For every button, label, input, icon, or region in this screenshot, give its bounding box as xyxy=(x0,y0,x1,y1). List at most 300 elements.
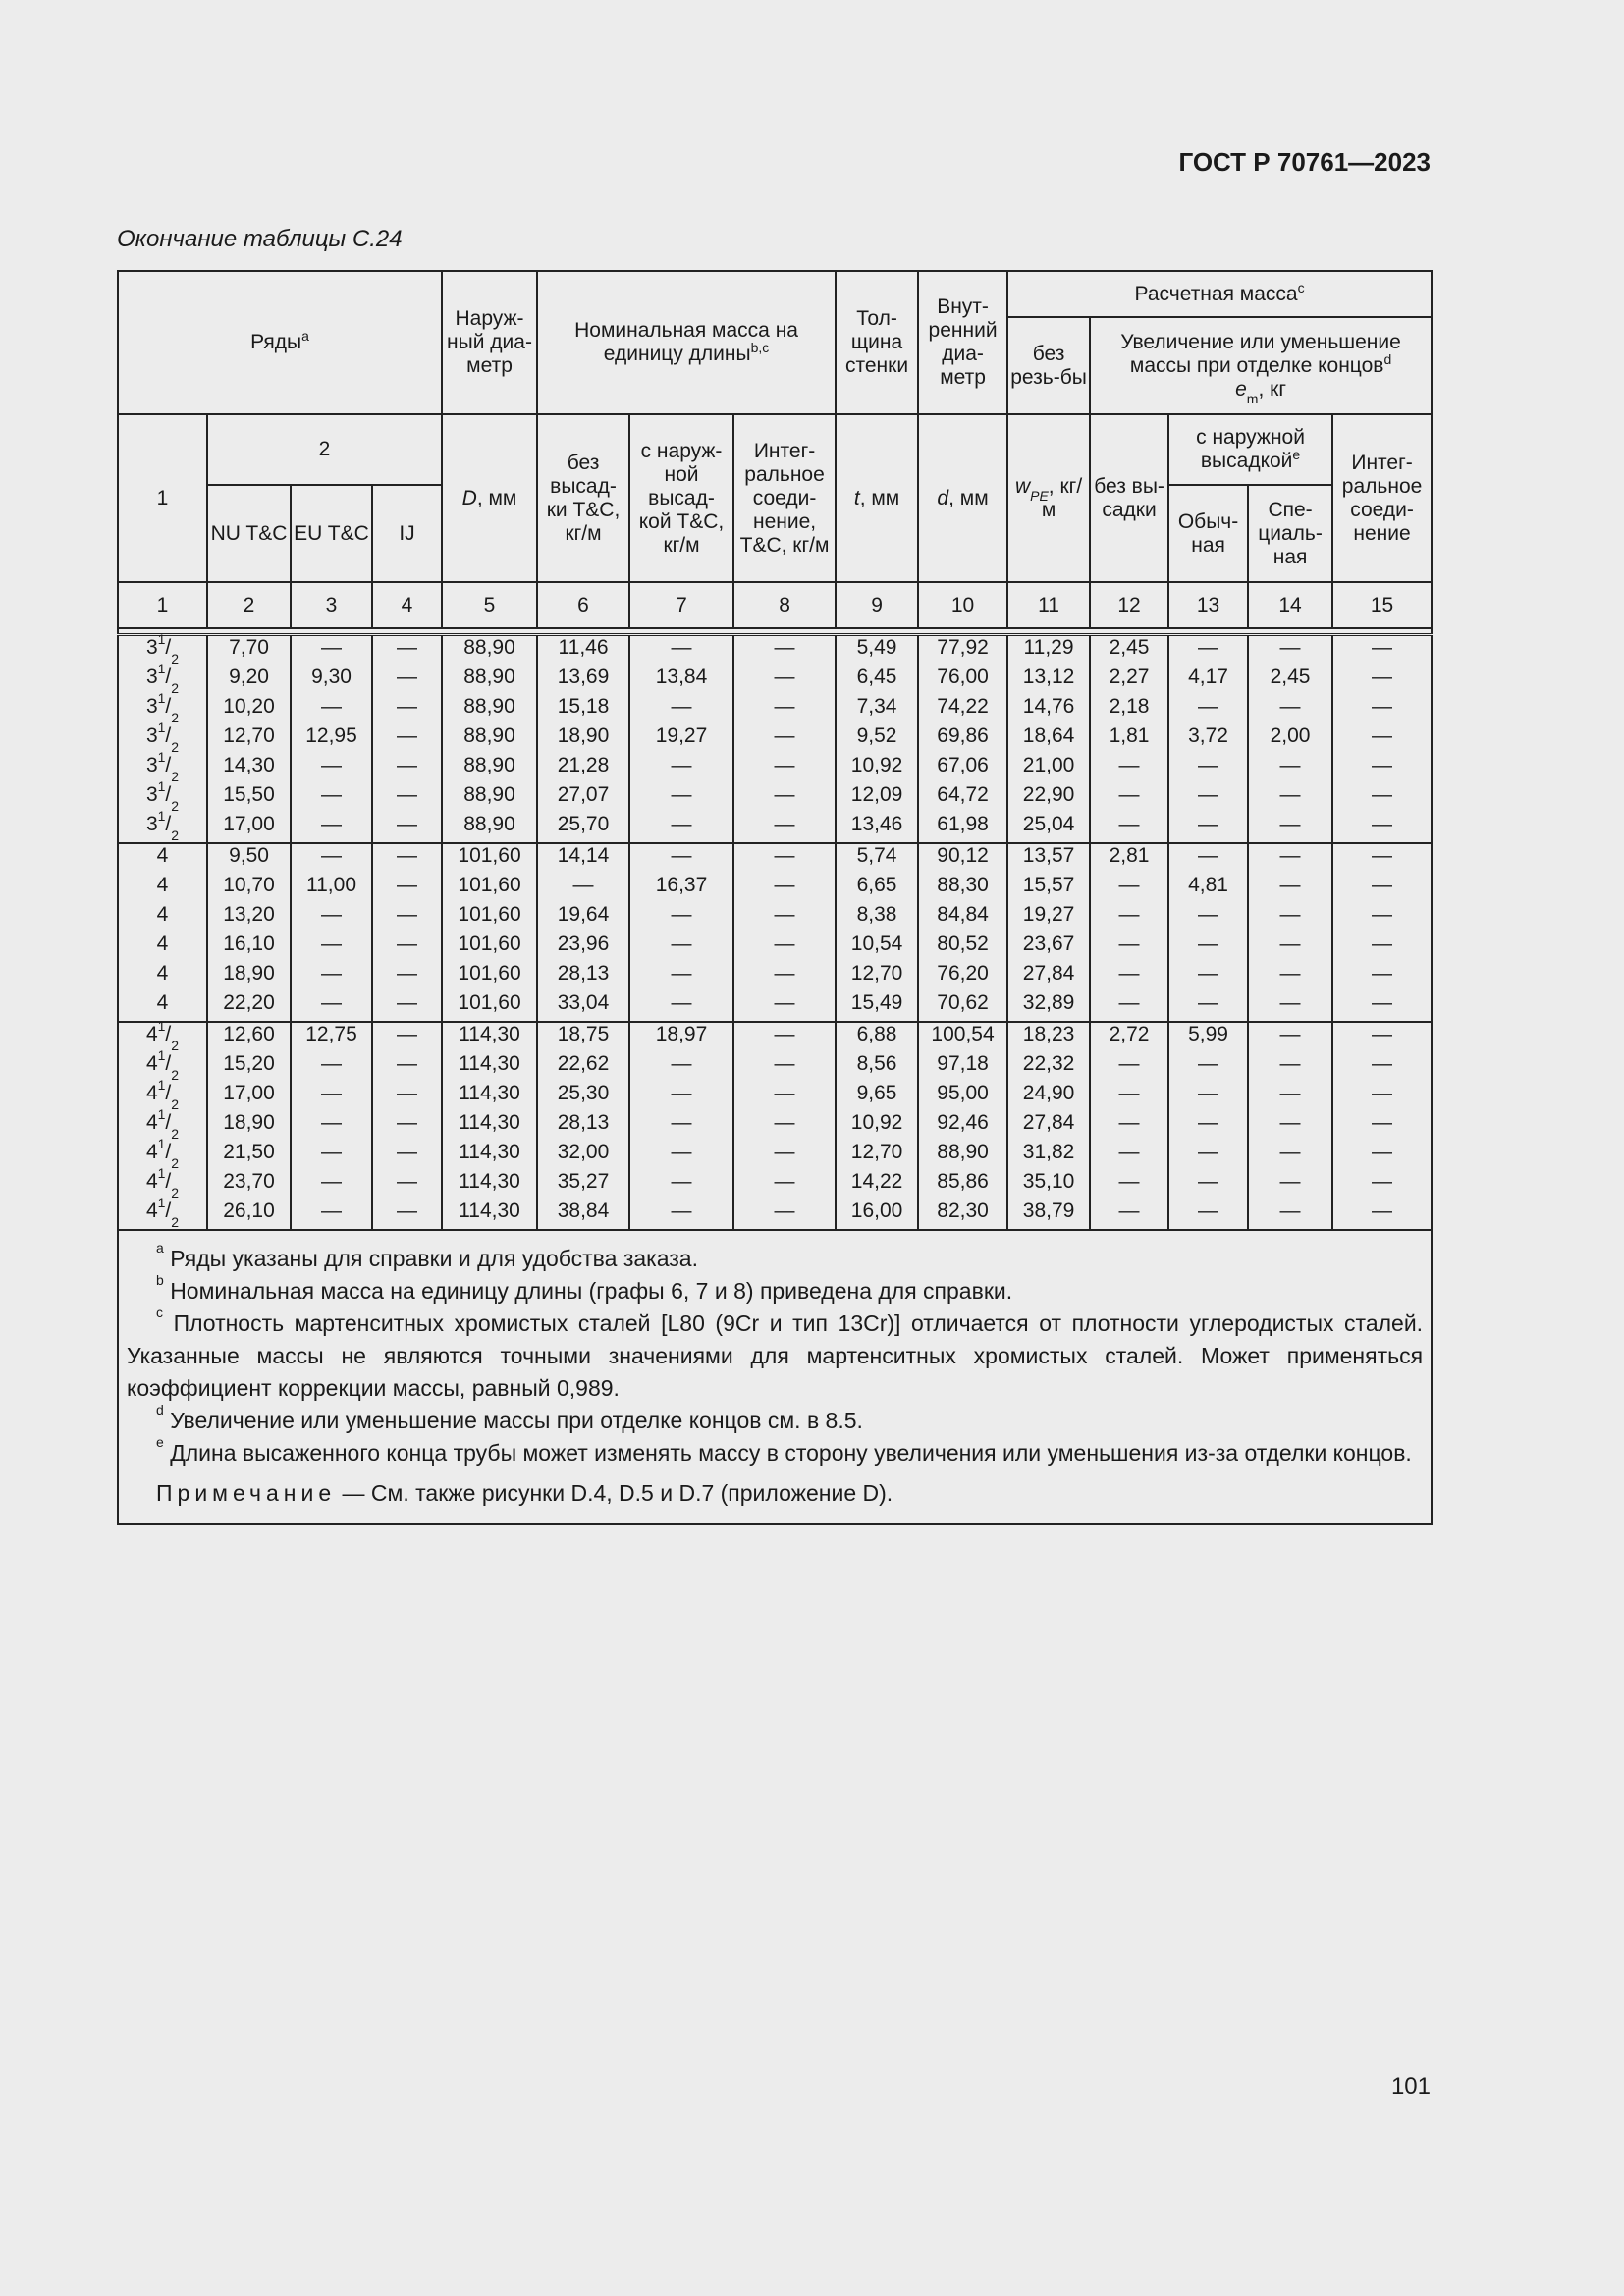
cell-value: 28,13 xyxy=(557,1111,610,1134)
header-plain-end: без резь-бы xyxy=(1007,317,1090,414)
cell-value: — xyxy=(671,1082,692,1104)
cell-value: — xyxy=(1118,1141,1140,1163)
table-cell-column-13 xyxy=(1168,843,1248,1022)
cell-value: 6,65 xyxy=(856,874,897,896)
cell-value: 80,52 xyxy=(937,933,989,955)
cell-value: 64,72 xyxy=(937,783,989,806)
header-calculated-mass: Расчетная масса$^c$ xyxy=(1007,271,1432,317)
cell-value: — xyxy=(1279,933,1301,955)
cell-value: — xyxy=(1118,933,1140,955)
size-value: $4^1/_2$ xyxy=(145,1018,180,1053)
table-cell-column-4 xyxy=(372,843,442,1022)
cell-value: — xyxy=(1118,1200,1140,1222)
size-value: 4 xyxy=(156,903,169,926)
column-number: 1 xyxy=(118,582,207,628)
table-caption: Окончание таблицы С.24 xyxy=(117,226,403,252)
cell-value: — xyxy=(1118,813,1140,835)
cell-value: 6,45 xyxy=(856,666,897,688)
cell-value: — xyxy=(321,933,342,955)
cell-value: — xyxy=(1198,903,1219,926)
cell-value: — xyxy=(1372,666,1393,688)
cell-value: 28,13 xyxy=(557,962,610,985)
cell-value: — xyxy=(774,962,795,985)
cell-value: — xyxy=(774,754,795,776)
cell-value: — xyxy=(1279,991,1301,1014)
cell-value: 3,72 xyxy=(1188,724,1228,747)
cell-value: — xyxy=(397,695,417,718)
cell-value: — xyxy=(774,695,795,718)
cell-value: 21,00 xyxy=(1022,754,1075,776)
cell-value: — xyxy=(397,783,417,806)
cell-value: — xyxy=(1198,933,1219,955)
size-value: $4^1/_2$ xyxy=(145,1136,180,1171)
cell-value: — xyxy=(397,1052,417,1075)
cell-value: 10,92 xyxy=(850,1111,903,1134)
cell-value: 88,90 xyxy=(463,754,515,776)
cell-value: — xyxy=(774,1082,795,1104)
table-cell-column-4 xyxy=(372,1022,442,1230)
size-value: $3^1/_2$ xyxy=(145,778,180,814)
cell-value: 10,20 xyxy=(223,695,275,718)
header-wall-thickness: Тол-щина стенки xyxy=(836,271,918,414)
cell-value: 85,86 xyxy=(937,1170,989,1193)
cell-value: 14,76 xyxy=(1022,695,1075,718)
cell-value: 16,00 xyxy=(850,1200,903,1222)
cell-value: — xyxy=(397,1082,417,1104)
cell-value: 100,54 xyxy=(931,1023,995,1045)
cell-value: — xyxy=(397,874,417,896)
cell-value: 18,90 xyxy=(223,1111,275,1134)
table-cell-column-3 xyxy=(291,843,372,1022)
cell-value: 15,18 xyxy=(557,695,610,718)
table-cell-column-10 xyxy=(918,843,1007,1022)
cell-value: — xyxy=(572,874,594,896)
cell-value: — xyxy=(1372,695,1393,718)
cell-value: — xyxy=(1372,1111,1393,1134)
cell-value: — xyxy=(1198,1200,1219,1222)
table-cell-column-2 xyxy=(207,843,291,1022)
header-external-upset: с наруж-ной высад-кой T&C, кг/м xyxy=(629,414,733,582)
cell-value: 24,90 xyxy=(1022,1082,1075,1104)
cell-value: — xyxy=(1372,724,1393,747)
cell-value: — xyxy=(1372,636,1393,659)
cell-value: 101,60 xyxy=(458,933,521,955)
cell-value: 38,84 xyxy=(557,1200,610,1222)
cell-value: 5,49 xyxy=(856,636,897,659)
column-number: 9 xyxy=(836,582,918,628)
table-cell-column-2 xyxy=(207,635,291,844)
cell-value: — xyxy=(321,1200,342,1222)
cell-value: 101,60 xyxy=(458,874,521,896)
cell-value: 88,90 xyxy=(937,1141,989,1163)
cell-value: — xyxy=(1198,1052,1219,1075)
cell-value: — xyxy=(1372,844,1393,867)
cell-value: 18,64 xyxy=(1022,724,1075,747)
cell-value: — xyxy=(1372,962,1393,985)
cell-value: — xyxy=(321,991,342,1014)
header-no-upset-2: без вы-садки xyxy=(1090,414,1168,582)
cell-value: — xyxy=(1279,636,1301,659)
table-cell-column-9 xyxy=(836,1022,918,1230)
size-value: 4 xyxy=(156,874,169,896)
cell-value: 12,09 xyxy=(850,783,903,806)
column-number: 14 xyxy=(1248,582,1332,628)
cell-value: 25,30 xyxy=(557,1082,610,1104)
cell-value: — xyxy=(1118,991,1140,1014)
cell-value: 88,90 xyxy=(463,636,515,659)
column-number-row xyxy=(118,582,1432,628)
cell-value: 27,07 xyxy=(557,783,610,806)
size-value: $3^1/_2$ xyxy=(145,631,180,667)
cell-value: — xyxy=(1198,1082,1219,1104)
cell-value: 16,37 xyxy=(655,874,708,896)
size-value: 4 xyxy=(156,844,169,867)
cell-value: — xyxy=(321,636,342,659)
cell-value: — xyxy=(774,933,795,955)
cell-value: — xyxy=(1279,903,1301,926)
cell-value: 13,84 xyxy=(655,666,708,688)
table-cell-column-7 xyxy=(629,843,733,1022)
cell-value: 95,00 xyxy=(937,1082,989,1104)
cell-value: — xyxy=(1198,783,1219,806)
header-col-1: 1 xyxy=(118,414,207,582)
cell-value: 4,17 xyxy=(1188,666,1228,688)
cell-value: — xyxy=(671,1111,692,1134)
footnote-d: $^d$ Увеличение или уменьшение массы при отделке концов см. в 8.5. xyxy=(156,1402,863,1433)
cell-value: 2,18 xyxy=(1109,695,1150,718)
size-value: $4^1/_2$ xyxy=(145,1106,180,1142)
cell-value: — xyxy=(397,933,417,955)
cell-value: 67,06 xyxy=(937,754,989,776)
table-cell-column-12 xyxy=(1090,635,1168,844)
cell-value: — xyxy=(1279,1200,1301,1222)
header-integral-joint-2: Интег-ральное соеди-нение xyxy=(1332,414,1432,582)
header-outer-diameter: Наруж-ный диа-метр xyxy=(442,271,537,414)
size-designation xyxy=(118,631,207,844)
cell-value: — xyxy=(774,903,795,926)
cell-value: 76,20 xyxy=(937,962,989,985)
footnotes xyxy=(118,1230,1432,1524)
footnote-c: $^c$ Плотность мартенситных хромистых сталей [L80 (9Cr и тип 13Cr)] отличается от плотности углеродистых сталей. Указанные массы не являются точными значениями для мартенситных хромистых сталей. Может применяться коэффициент коррекции массы, равный 0,989. xyxy=(127,1305,1424,1401)
table-cell-column-13 xyxy=(1168,1022,1248,1230)
header-eu: EU T&C xyxy=(291,485,372,582)
cell-value: 101,60 xyxy=(458,962,521,985)
table-cell-column-10 xyxy=(918,1022,1007,1230)
cell-value: 19,64 xyxy=(557,903,610,926)
cell-value: — xyxy=(1279,1111,1301,1134)
cell-value: 14,30 xyxy=(223,754,275,776)
cell-value: 9,20 xyxy=(229,666,269,688)
cell-value: 27,84 xyxy=(1022,962,1075,985)
cell-value: 25,04 xyxy=(1022,813,1075,835)
table-cell-column-3 xyxy=(291,1022,372,1230)
header-nu: NU T&C xyxy=(207,485,291,582)
column-number: 4 xyxy=(372,582,442,628)
table-cell-column-15 xyxy=(1332,843,1432,1022)
cell-value: — xyxy=(397,1200,417,1222)
cell-value: 84,84 xyxy=(937,903,989,926)
cell-value: — xyxy=(1198,1170,1219,1193)
table-cell-column-15 xyxy=(1332,635,1432,844)
header-special: Спе-циаль-ная xyxy=(1248,485,1332,582)
size-value: 4 xyxy=(156,933,169,955)
cell-value: — xyxy=(321,754,342,776)
cell-value: 97,18 xyxy=(937,1052,989,1075)
table-cell-column-12 xyxy=(1090,1022,1168,1230)
size-value: $3^1/_2$ xyxy=(145,720,180,755)
footnote-a: $^a$ Ряды указаны для справки и для удобства заказа. xyxy=(156,1240,698,1271)
cell-value: — xyxy=(774,991,795,1014)
cell-value: — xyxy=(1198,636,1219,659)
cell-value: 4,81 xyxy=(1188,874,1228,896)
table-cell-column-7 xyxy=(629,1022,733,1230)
table-cell-column-8 xyxy=(733,635,836,844)
cell-value: — xyxy=(1279,754,1301,776)
cell-value: — xyxy=(1198,695,1219,718)
header-t-mm: t, мм xyxy=(836,414,918,582)
cell-value: 1,81 xyxy=(1109,724,1150,747)
cell-value: 88,90 xyxy=(463,666,515,688)
cell-value: — xyxy=(671,1141,692,1163)
cell-value: 12,60 xyxy=(223,1023,275,1045)
cell-value: 32,00 xyxy=(557,1141,610,1163)
header-ij: IJ xyxy=(372,485,442,582)
cell-value: — xyxy=(397,813,417,835)
cell-value: — xyxy=(774,636,795,659)
cell-value: 6,88 xyxy=(856,1023,897,1045)
cell-value: — xyxy=(397,991,417,1014)
cell-value: — xyxy=(1118,1111,1140,1134)
cell-value: 32,89 xyxy=(1022,991,1075,1014)
cell-value: 101,60 xyxy=(458,903,521,926)
cell-value: 13,12 xyxy=(1022,666,1075,688)
cell-value: — xyxy=(1198,991,1219,1014)
cell-value: 61,98 xyxy=(937,813,989,835)
cell-value: — xyxy=(1372,813,1393,835)
cell-value: — xyxy=(1198,1111,1219,1134)
table-cell-column-11 xyxy=(1007,1022,1090,1230)
cell-value: 88,30 xyxy=(937,874,989,896)
cell-value: — xyxy=(321,695,342,718)
column-number: 15 xyxy=(1332,582,1432,628)
table-cell-column-9 xyxy=(836,635,918,844)
cell-value: — xyxy=(397,636,417,659)
cell-value: 2,45 xyxy=(1270,666,1311,688)
cell-value: 114,30 xyxy=(459,1023,520,1045)
table-cell-column-5 xyxy=(442,1022,537,1230)
cell-value: 22,20 xyxy=(223,991,275,1014)
column-number: 3 xyxy=(291,582,372,628)
table-cell-column-3 xyxy=(291,635,372,844)
cell-value: — xyxy=(1279,813,1301,835)
cell-value: — xyxy=(1372,1052,1393,1075)
size-value: $3^1/_2$ xyxy=(145,808,180,843)
size-value: $3^1/_2$ xyxy=(145,749,180,784)
cell-value: 114,30 xyxy=(459,1052,520,1075)
table-cell-column-14 xyxy=(1248,635,1332,844)
table-cell-column-9 xyxy=(836,843,918,1022)
cell-value: 18,23 xyxy=(1022,1023,1075,1045)
cell-value: — xyxy=(1118,962,1140,985)
cell-value: — xyxy=(1372,1200,1393,1222)
cell-value: 7,70 xyxy=(229,636,269,659)
cell-value: — xyxy=(1372,1170,1393,1193)
table-cell-column-11 xyxy=(1007,635,1090,844)
header-inner-diameter: Внут-ренний диа-метр xyxy=(918,271,1007,414)
table-cell-column-13 xyxy=(1168,635,1248,844)
cell-value: 14,22 xyxy=(850,1170,903,1193)
page-number: 101 xyxy=(1390,2073,1431,2100)
cell-value: 82,30 xyxy=(937,1200,989,1222)
header-d-mm: d, мм xyxy=(918,414,1007,582)
column-number: 2 xyxy=(207,582,291,628)
cell-value: — xyxy=(321,1052,342,1075)
cell-value: — xyxy=(671,695,692,718)
cell-value: 2,00 xyxy=(1270,724,1311,747)
cell-value: — xyxy=(1279,1082,1301,1104)
cell-value: — xyxy=(1372,1082,1393,1104)
size-value: $3^1/_2$ xyxy=(145,661,180,696)
cell-value: 21,50 xyxy=(223,1141,275,1163)
cell-value: 88,90 xyxy=(463,724,515,747)
cell-value: 5,99 xyxy=(1188,1023,1228,1045)
cell-value: — xyxy=(774,666,795,688)
document-number: ГОСТ Р 70761—2023 xyxy=(1178,147,1431,177)
cell-value: 19,27 xyxy=(655,724,708,747)
cell-value: — xyxy=(321,1141,342,1163)
cell-value: 25,70 xyxy=(557,813,610,835)
header-D-mm: D, мм xyxy=(442,414,537,582)
cell-value: 88,90 xyxy=(463,813,515,835)
cell-value: 69,86 xyxy=(937,724,989,747)
size-value: $3^1/_2$ xyxy=(145,690,180,725)
column-number: 11 xyxy=(1007,582,1090,628)
cell-value: — xyxy=(774,874,795,896)
cell-value: 70,62 xyxy=(937,991,989,1014)
data-table xyxy=(117,270,1433,1525)
cell-value: 114,30 xyxy=(459,1111,520,1134)
size-value: $4^1/_2$ xyxy=(145,1077,180,1112)
cell-value: — xyxy=(1279,1141,1301,1163)
cell-value: 2,45 xyxy=(1109,636,1150,659)
cell-value: 10,70 xyxy=(223,874,275,896)
size-value: 4 xyxy=(156,962,169,985)
column-number: 13 xyxy=(1168,582,1248,628)
cell-value: 11,46 xyxy=(558,636,609,659)
table-cell-column-8 xyxy=(733,1022,836,1230)
footnote-b: $^b$ Номинальная масса на единицу длины (графы 6, 7 и 8) приведена для справки. xyxy=(156,1272,1013,1304)
cell-value: 35,27 xyxy=(557,1170,610,1193)
cell-value: — xyxy=(1279,695,1301,718)
cell-value: — xyxy=(1118,903,1140,926)
header-integral-joint: Интег-ральное соеди-нение, T&C, кг/м xyxy=(733,414,836,582)
cell-value: — xyxy=(1279,962,1301,985)
cell-value: 88,90 xyxy=(463,783,515,806)
cell-value: — xyxy=(397,844,417,867)
cell-value: 27,84 xyxy=(1022,1111,1075,1134)
table-cell-column-14 xyxy=(1248,843,1332,1022)
size-value: $4^1/_2$ xyxy=(145,1195,180,1230)
cell-value: — xyxy=(1372,903,1393,926)
cell-value: 12,70 xyxy=(223,724,275,747)
size-designation xyxy=(118,1018,207,1230)
cell-value: 8,56 xyxy=(856,1052,897,1075)
cell-value: — xyxy=(671,636,692,659)
cell-value: — xyxy=(671,933,692,955)
header-col-2-group: 2 xyxy=(207,414,442,485)
cell-value: — xyxy=(1118,1052,1140,1075)
table-cell-column-14 xyxy=(1248,1022,1332,1230)
cell-value: 114,30 xyxy=(459,1082,520,1104)
cell-value: 18,90 xyxy=(557,724,610,747)
cell-value: — xyxy=(1118,754,1140,776)
size-designation xyxy=(118,843,207,1022)
cell-value: — xyxy=(671,1170,692,1193)
cell-value: 77,92 xyxy=(937,636,989,659)
cell-value: 13,57 xyxy=(1022,844,1075,867)
table-cell-column-10 xyxy=(918,635,1007,844)
cell-value: — xyxy=(397,962,417,985)
cell-value: — xyxy=(774,783,795,806)
cell-value: 88,90 xyxy=(463,695,515,718)
cell-value: 15,20 xyxy=(223,1052,275,1075)
cell-value: 21,28 xyxy=(557,754,610,776)
cell-value: — xyxy=(1198,844,1219,867)
cell-value: 35,10 xyxy=(1022,1170,1075,1193)
cell-value: — xyxy=(1279,783,1301,806)
cell-value: 76,00 xyxy=(937,666,989,688)
cell-value: 12,70 xyxy=(850,1141,903,1163)
table-row-group xyxy=(118,635,1432,844)
cell-value: 17,00 xyxy=(223,1082,275,1104)
table-note: Примечание — См. также рисунки D.4, D.5 и D.7 (приложение D). xyxy=(156,1480,893,1506)
size-value: $4^1/_2$ xyxy=(145,1165,180,1201)
cell-value: 9,65 xyxy=(856,1082,897,1104)
column-number: 8 xyxy=(733,582,836,628)
table-cell-column-15 xyxy=(1332,1022,1432,1230)
cell-value: 2,81 xyxy=(1109,844,1150,867)
cell-value: 11,29 xyxy=(1023,636,1074,659)
column-number: 12 xyxy=(1090,582,1168,628)
cell-value: — xyxy=(774,1111,795,1134)
table-row-group xyxy=(118,843,1432,1022)
cell-value: — xyxy=(1372,1141,1393,1163)
footnote-e: $^e$ Длина высаженного конца трубы может изменять массу в сторону увеличения или уменьшения из-за отделки концов. xyxy=(156,1434,1412,1466)
table-cell-column-6 xyxy=(537,1022,629,1230)
cell-value: — xyxy=(397,724,417,747)
cell-value: — xyxy=(1198,754,1219,776)
cell-value: — xyxy=(321,813,342,835)
cell-value: 26,10 xyxy=(223,1200,275,1222)
size-value: 4 xyxy=(156,991,169,1014)
cell-value: 15,49 xyxy=(850,991,903,1014)
cell-value: — xyxy=(397,903,417,926)
header-wpe: $w_{PE}$, кг/м xyxy=(1007,414,1090,582)
cell-value: — xyxy=(321,844,342,867)
cell-value: — xyxy=(671,844,692,867)
cell-value: — xyxy=(1279,1023,1301,1045)
cell-value: — xyxy=(774,1052,795,1075)
cell-value: 114,30 xyxy=(459,1170,520,1193)
cell-value: 8,38 xyxy=(856,903,897,926)
cell-value: 16,10 xyxy=(223,933,275,955)
cell-value: — xyxy=(671,783,692,806)
cell-value: — xyxy=(1279,1052,1301,1075)
cell-value: 12,75 xyxy=(305,1023,357,1045)
cell-value: 13,69 xyxy=(557,666,610,688)
cell-value: 18,75 xyxy=(557,1023,610,1045)
table-cell-column-6 xyxy=(537,843,629,1022)
